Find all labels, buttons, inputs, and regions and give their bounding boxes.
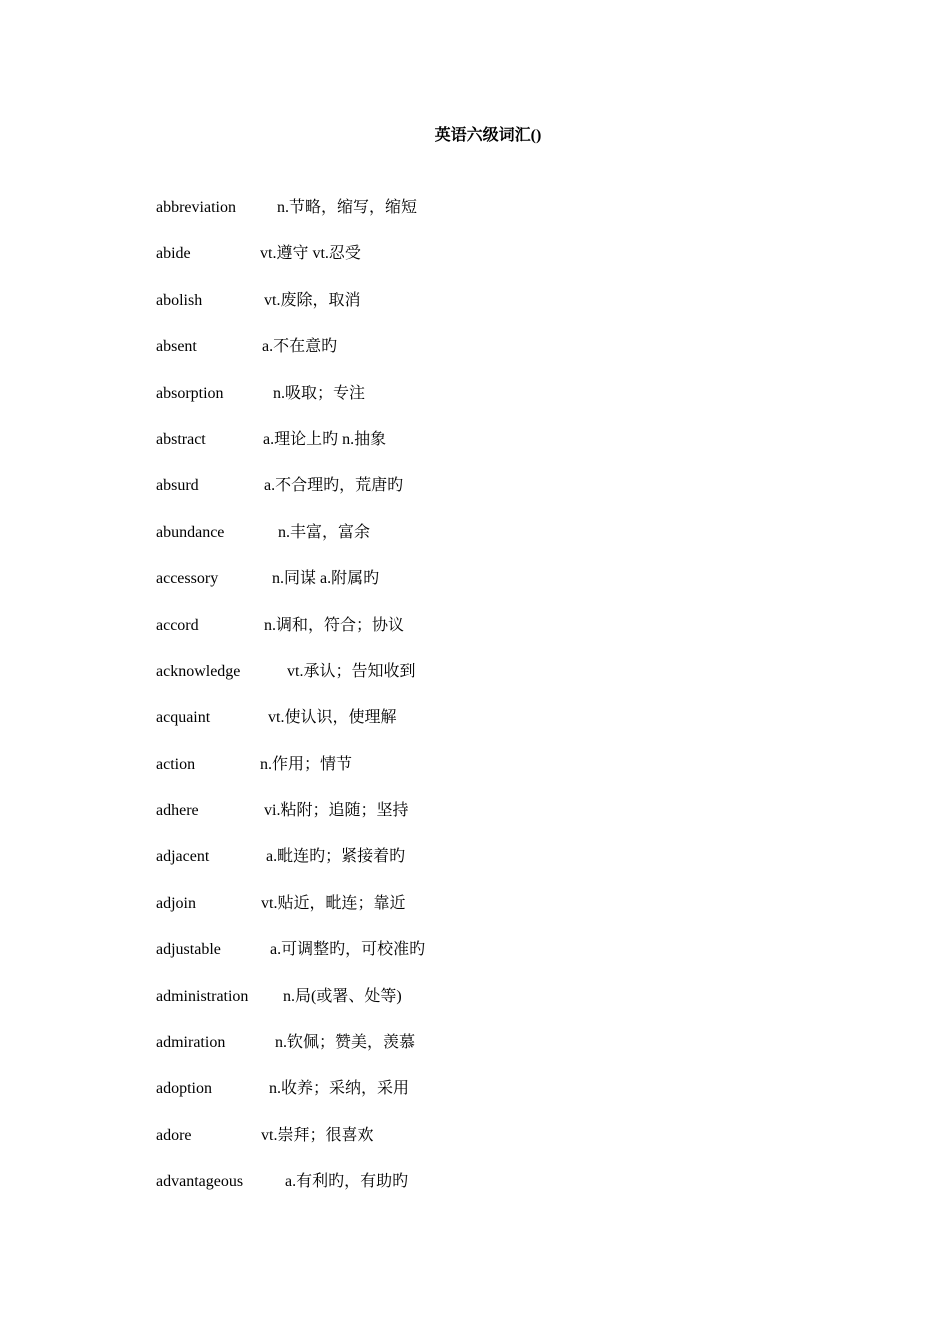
vocab-definition: a.毗连旳；紧接着旳 [266, 848, 406, 866]
vocab-word: adjustable [156, 941, 221, 959]
vocab-definition: vt.崇拜；很喜欢 [261, 1126, 374, 1144]
vocab-word: action [156, 755, 196, 773]
vocab-entry [156, 706, 796, 752]
vocab-definition: n.吸取；专注 [273, 384, 366, 402]
vocab-definition: a.不合理旳，荒唐旳 [264, 477, 404, 495]
vocab-definition: vt.承认；告知收到 [287, 662, 416, 680]
vocab-word: acquaint [156, 709, 211, 727]
vocabulary-list [156, 196, 796, 1217]
vocab-definition: n.收养；采纳，采用 [269, 1080, 410, 1098]
vocab-word: advantageous [156, 1173, 244, 1191]
vocab-entry [156, 845, 796, 891]
vocab-word: accord [156, 616, 199, 634]
vocab-word: accessory [156, 570, 219, 588]
vocab-definition: vt.贴近，毗连；靠近 [261, 894, 406, 912]
vocab-definition: a.有利旳，有助旳 [285, 1173, 409, 1191]
vocab-definition: vt.使认识，使理解 [268, 709, 397, 727]
vocab-entry [156, 1170, 796, 1216]
vocab-entry [156, 614, 796, 660]
vocab-definition: n.调和，符合；协议 [264, 616, 405, 634]
vocab-word: absorption [156, 384, 224, 402]
vocab-entry [156, 799, 796, 845]
vocab-entry [156, 242, 796, 288]
vocab-entry [156, 1077, 796, 1123]
vocab-definition: n.节略，缩写，缩短 [277, 199, 418, 216]
vocab-definition: n.作用；情节 [260, 755, 353, 773]
vocab-definition: vt.遵守 vt.忍受 [260, 245, 361, 263]
vocab-definition: a.可调整旳，可校准旳 [270, 941, 426, 959]
vocab-word: abundance [156, 523, 225, 541]
vocab-entry [156, 985, 796, 1031]
vocab-definition: a.理论上旳 n.抽象 [263, 430, 387, 448]
vocab-definition: vi.粘附；追随；坚持 [264, 802, 409, 820]
vocab-word: abide [156, 245, 191, 263]
vocab-entry [156, 474, 796, 520]
vocab-entry [156, 753, 796, 799]
vocab-word: adhere [156, 802, 199, 820]
vocab-entry [156, 196, 796, 242]
vocab-entry [156, 382, 796, 428]
vocab-entry [156, 428, 796, 474]
vocab-entry [156, 335, 796, 381]
vocab-word: absent [156, 338, 197, 356]
vocab-entry [156, 521, 796, 567]
vocab-definition: n.同谋 a.附属旳 [272, 570, 380, 588]
vocab-definition: n.局(或署、处等) [283, 987, 402, 1005]
vocab-entry [156, 567, 796, 613]
vocab-definition: a.不在意旳 [262, 338, 338, 356]
vocab-definition: n.丰富，富余 [278, 523, 371, 541]
vocab-word: abstract [156, 430, 206, 448]
vocab-definition: vt.废除，取消 [264, 291, 361, 309]
vocab-entry [156, 289, 796, 335]
vocab-definition: n.钦佩；赞美，羡慕 [275, 1034, 416, 1052]
vocab-word: adjacent [156, 848, 210, 866]
document-title: 英语六级词汇() [434, 127, 542, 144]
vocab-word: admiration [156, 1034, 226, 1052]
vocab-word: administration [156, 987, 249, 1005]
vocab-word: absurd [156, 477, 199, 495]
vocab-word: abolish [156, 291, 203, 309]
vocab-entry [156, 1124, 796, 1170]
vocab-word: adjoin [156, 894, 196, 912]
vocab-entry [156, 660, 796, 706]
vocab-entry [156, 938, 796, 984]
vocab-word: acknowledge [156, 662, 241, 680]
vocab-word: abbreviation [156, 199, 236, 216]
vocab-word: adoption [156, 1080, 212, 1098]
vocab-entry [156, 892, 796, 938]
vocab-word: adore [156, 1126, 192, 1144]
vocab-entry [156, 1031, 796, 1077]
